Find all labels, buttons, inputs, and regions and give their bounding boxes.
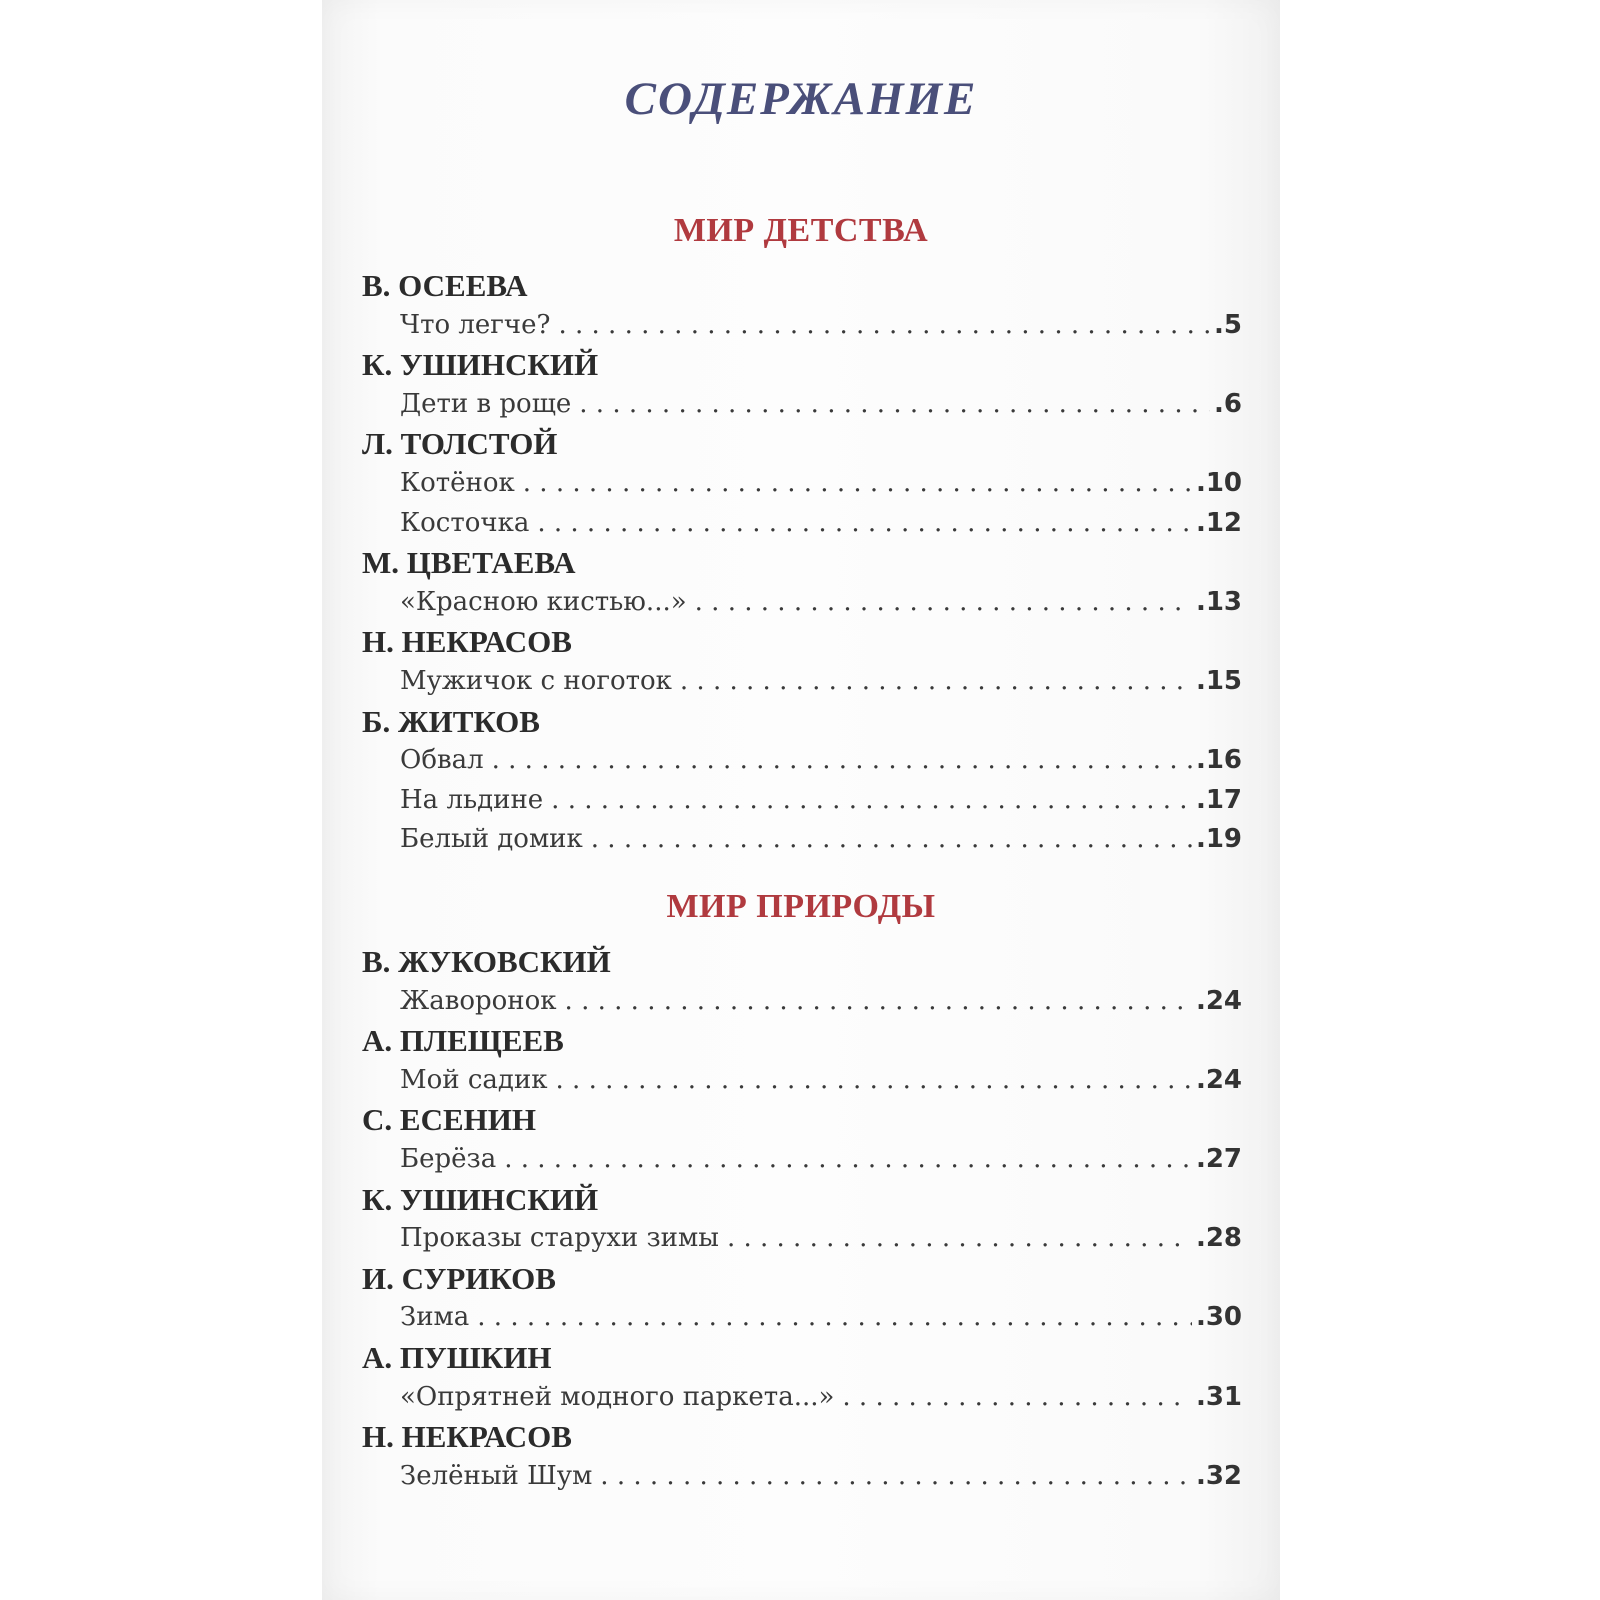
toc-author: В. ЖУКОВСКИЙ bbox=[362, 944, 611, 979]
toc-entry-title: Дети в роще bbox=[400, 388, 572, 419]
toc-page-number: .32 bbox=[1195, 1460, 1242, 1491]
book-page bbox=[322, 0, 1280, 1600]
toc-page-number: .24 bbox=[1195, 1064, 1242, 1095]
toc-entry bbox=[362, 1219, 1242, 1259]
dot-leader bbox=[680, 662, 1192, 702]
toc-entry bbox=[362, 982, 1242, 1022]
toc-entry bbox=[362, 464, 1242, 504]
toc-author: А. ПЛЕЩЕЕВ bbox=[362, 1023, 564, 1059]
toc-entry bbox=[362, 820, 1242, 860]
toc-author: Н. НЕКРАСОВ bbox=[362, 1419, 572, 1455]
toc-entry bbox=[362, 306, 1242, 346]
toc-author: К. УШИНСКИЙ bbox=[362, 1181, 599, 1217]
toc-page-number: .10 bbox=[1195, 467, 1242, 498]
toc-entry bbox=[362, 1378, 1242, 1418]
dot-leader bbox=[523, 464, 1192, 504]
dot-leader bbox=[492, 741, 1192, 781]
toc-entry-title: Жаворонок bbox=[400, 985, 557, 1016]
dot-leader bbox=[591, 820, 1192, 860]
toc-page-number: .12 bbox=[1195, 507, 1242, 538]
toc-page-number: .30 bbox=[1195, 1302, 1242, 1333]
toc-page-number: .28 bbox=[1195, 1223, 1242, 1254]
toc-page-number: .15 bbox=[1195, 665, 1242, 696]
toc-entry-title: На льдине bbox=[400, 784, 544, 815]
dot-leader bbox=[551, 781, 1192, 821]
toc-section-childhood bbox=[362, 266, 1242, 860]
toc-entry-title: «Красною кистью...» bbox=[400, 586, 687, 617]
section-heading-childhood: МИР ДЕТСТВА bbox=[673, 212, 929, 249]
toc-entry-title: Мой садик bbox=[400, 1064, 548, 1095]
dot-leader bbox=[579, 385, 1210, 425]
toc-page-number: .24 bbox=[1195, 985, 1242, 1016]
toc-entry bbox=[362, 1457, 1242, 1497]
toc-entry bbox=[362, 1140, 1242, 1180]
toc-author: Л. ТОЛСТОЙ bbox=[362, 426, 558, 462]
dot-leader bbox=[600, 1457, 1192, 1497]
dot-leader bbox=[537, 504, 1192, 544]
toc-author: В. ОСЕЕВА bbox=[362, 268, 528, 303]
toc-entry-title: Обвал bbox=[400, 745, 484, 776]
toc-author: С. ЕСЕНИН bbox=[362, 1102, 536, 1138]
toc-entry-title: Проказы старухи зимы bbox=[400, 1223, 719, 1254]
toc-entry bbox=[362, 662, 1242, 702]
toc-entry-title: Белый домик bbox=[400, 824, 583, 855]
dot-leader bbox=[556, 1061, 1192, 1101]
toc-entry-title: Котёнок bbox=[400, 467, 515, 498]
toc-page-number: .5 bbox=[1214, 309, 1242, 340]
toc-entry bbox=[362, 1298, 1242, 1338]
toc-entry-title: Берёза bbox=[400, 1143, 497, 1174]
dot-leader bbox=[842, 1378, 1192, 1418]
dot-leader bbox=[695, 583, 1192, 623]
toc-author: А. ПУШКИН bbox=[362, 1339, 552, 1375]
toc-entry bbox=[362, 583, 1242, 623]
toc-page-number: .31 bbox=[1195, 1381, 1242, 1412]
toc-entry-title: «Опрятней модного паркета...» bbox=[400, 1381, 835, 1412]
toc-page-number: .6 bbox=[1214, 388, 1242, 419]
dot-leader bbox=[727, 1219, 1192, 1259]
toc-entry bbox=[362, 741, 1242, 781]
dot-leader bbox=[504, 1140, 1192, 1180]
toc-author: И. СУРИКОВ bbox=[362, 1260, 556, 1296]
toc-author: Б. ЖИТКОВ bbox=[362, 703, 540, 739]
toc-author: К. УШИНСКИЙ bbox=[362, 347, 599, 383]
dot-leader bbox=[558, 306, 1210, 346]
page-title: СОДЕРЖАНИЕ bbox=[624, 73, 978, 125]
toc-page-number: .16 bbox=[1195, 745, 1242, 776]
section-heading-nature: МИР ПРИРОДЫ bbox=[666, 888, 936, 925]
toc-author: М. ЦВЕТАЕВА bbox=[362, 545, 576, 581]
toc-entry-title: Мужичок с ноготок bbox=[400, 665, 672, 696]
toc-entry bbox=[362, 385, 1242, 425]
toc-page-number: .17 bbox=[1195, 784, 1242, 815]
toc-entry-title: Что легче? bbox=[400, 309, 551, 340]
dot-leader bbox=[477, 1298, 1192, 1338]
toc-section-nature bbox=[362, 942, 1242, 1496]
toc-entry bbox=[362, 504, 1242, 544]
toc-entry-title: Зима bbox=[400, 1302, 470, 1333]
toc-author: Н. НЕКРАСОВ bbox=[362, 624, 572, 660]
toc-entry-title: Косточка bbox=[400, 507, 530, 538]
toc-page-number: .13 bbox=[1195, 586, 1242, 617]
toc-page-number: .19 bbox=[1195, 824, 1242, 855]
toc-page-number: .27 bbox=[1195, 1143, 1242, 1174]
toc-entry bbox=[362, 781, 1242, 821]
toc-entry bbox=[362, 1061, 1242, 1101]
dot-leader bbox=[565, 982, 1192, 1022]
toc-entry-title: Зелёный Шум bbox=[400, 1460, 593, 1491]
